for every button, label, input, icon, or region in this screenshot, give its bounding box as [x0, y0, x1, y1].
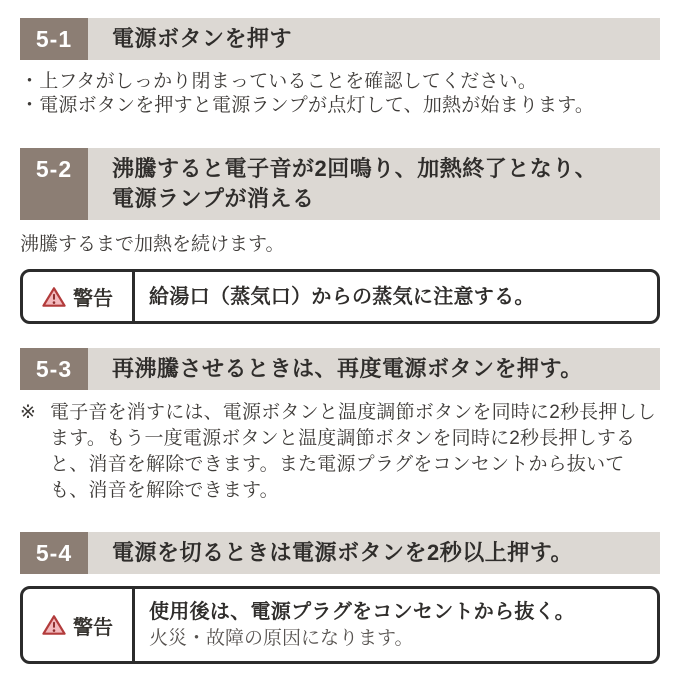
- section-header-5-4: [20, 532, 660, 574]
- warning-label-cell: [23, 589, 135, 661]
- warning-content-cell: [135, 589, 589, 661]
- section-number-badge: [20, 148, 88, 220]
- warning-box-unplug: [20, 586, 660, 664]
- warning-label: 警告: [73, 616, 113, 639]
- list-item: ・電源ボタンを押すと電源ランプが点灯して、加熱が始まります。: [20, 95, 595, 116]
- warning-text: 給湯口（蒸気口）からの蒸気に注意する。: [149, 285, 535, 308]
- warning-label-cell: [23, 272, 135, 321]
- section-number: 5-2: [35, 156, 73, 182]
- section-number-badge: [20, 348, 88, 390]
- section-title-line: 電源を切るときは電源ボタンを2秒以上押す。: [112, 540, 573, 565]
- section-header-5-2: [20, 148, 660, 220]
- note-text: 電子音を消すには、電源ボタンと温度調節ボタンを同時に2秒長押しします。もう一度電源ボタンと温度調節ボタンを同時に2秒長押しすると、消音を解除できます。また電源プラグをコンセントから抜いても、消音を解除できます。: [50, 402, 656, 501]
- section-title-line: 沸騰すると電子音が2回鳴り、加熱終了となり、: [112, 156, 598, 181]
- note-block: [20, 400, 660, 504]
- warning-triangle-icon: [42, 286, 66, 308]
- section-title: [88, 348, 593, 390]
- section-number: 5-1: [35, 26, 73, 52]
- section-title: [88, 18, 302, 60]
- list-item: ・上フタがしっかり閉まっていることを確認してください。: [20, 71, 538, 92]
- section-header-5-1: [20, 18, 660, 60]
- warning-content-cell: [135, 272, 549, 321]
- note-marker: ※: [20, 402, 36, 423]
- warning-triangle-icon: [42, 614, 66, 636]
- warning-box-steam: [20, 269, 660, 324]
- warning-label: 警告: [73, 288, 113, 310]
- section-title: [88, 532, 583, 574]
- warning-text: 使用後は、電源プラグをコンセントから抜く。: [149, 601, 575, 623]
- body-text: 沸騰するまで加熱を続けます。: [20, 234, 285, 255]
- section-title-line: 再沸騰させるときは、再度電源ボタンを押す。: [112, 356, 583, 381]
- section-title-line: 電源ボタンを押す: [112, 26, 293, 51]
- section-number-badge: [20, 18, 88, 60]
- instruction-list: [20, 70, 660, 118]
- section-title: [88, 148, 607, 220]
- section-number-badge: [20, 532, 88, 574]
- warning-subtext: 火災・故障の原因になります。: [149, 628, 414, 649]
- section-title-line: 電源ランプが消える: [112, 186, 315, 211]
- section-number: 5-4: [35, 540, 73, 566]
- section-number: 5-3: [35, 356, 73, 382]
- section-header-5-3: [20, 348, 660, 390]
